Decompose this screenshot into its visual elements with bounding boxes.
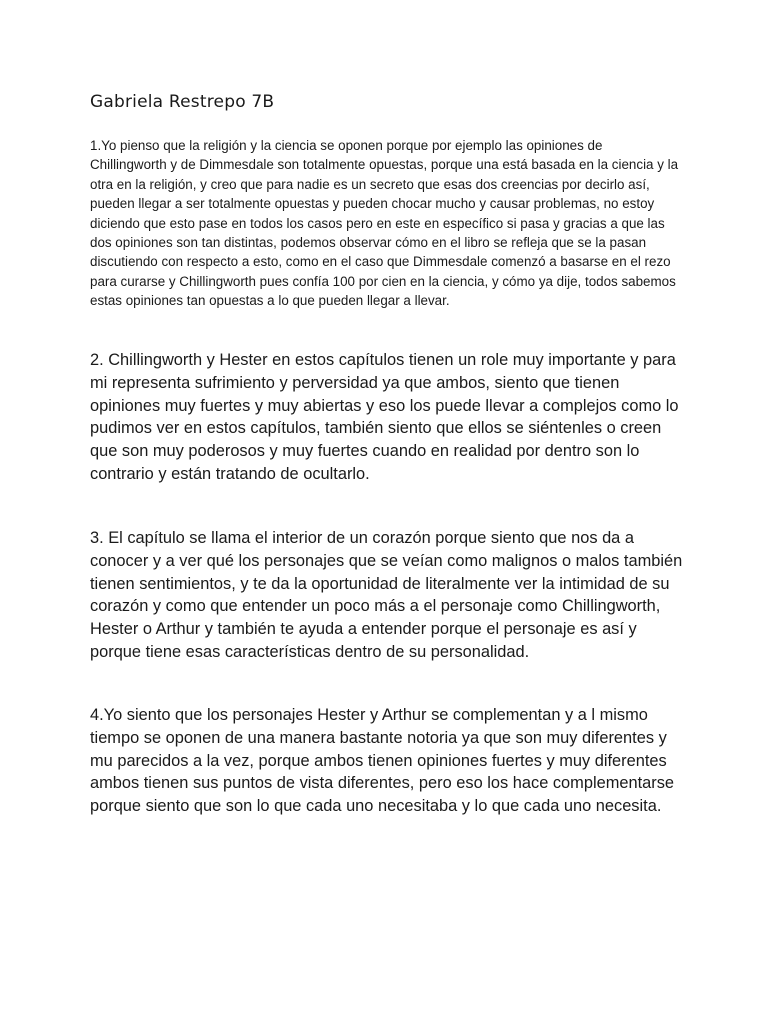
answer-2: 2. Chillingworth y Hester en estos capítulos tienen un role muy importante y para mi representa sufrimiento y perversidad ya que ambos, siento que tienen opiniones muy fuertes y muy abiertas y eso los puede llevar a complejos como lo pudimos ver en estos capítulos, también siento que ellos se siéntenles o creen que son muy poderosos y muy fuertes cuando en realidad por dentro son lo contrario y están tratando de ocultarlo. bbox=[90, 351, 679, 483]
answer-1: 1.Yo pienso que la religión y la ciencia se oponen porque por ejemplo las opiniones de Chillingworth y de Dimmesdale son totalmente opuestas, porque una está basada en la ciencia y la otra en la religión, y creo que para nadie es un secreto que esas dos creencias por decirlo así, pueden llegar a ser totalmente opuestas y pueden chocar mucho y causar problemas, no estoy diciendo que esto pase en todos los casos pero en este en específico si pasa y gracias a que las dos opiniones son tan distintas, podemos observar cómo en el libro se refleja que se la pasan discutiendo con respecto a esto, como en el caso que Dimmesdale comenzó a basarse en el rezo para curarse y Chillingworth pues confía 100 por cien en la ciencia, y cómo ya dije, todos sabemos estas opiniones tan opuestas a lo que pueden llegar a llevar. bbox=[90, 138, 679, 309]
answer-3: 3. El capítulo se llama el interior de un corazón porque siento que nos da a conocer y a ver qué los personajes que se veían como malignos o malos también tienen sentimientos, y te da la oportunidad de literalmente ver la intimidad de su corazón y como que entender un poco más a el personaje como Chillingworth, Hester o Arthur y también te ayuda a entender porque el personaje es así y porque tiene esas características dentro de su personalidad. bbox=[90, 529, 683, 661]
document-title: Gabriela Restrepo 7B bbox=[90, 92, 275, 112]
answer-4: 4.Yo siento que los personajes Hester y Arthur se complementan y a l mismo tiempo se oponen de una manera bastante notoria ya que son muy diferentes y mu parecidos a la vez, porque ambos tienen opiniones fuertes y muy diferentes ambos tienen sus puntos de vista diferentes, pero eso los hace complementarse porque siento que son lo que cada uno necesitaba y lo que cada uno necesita. bbox=[90, 706, 675, 816]
